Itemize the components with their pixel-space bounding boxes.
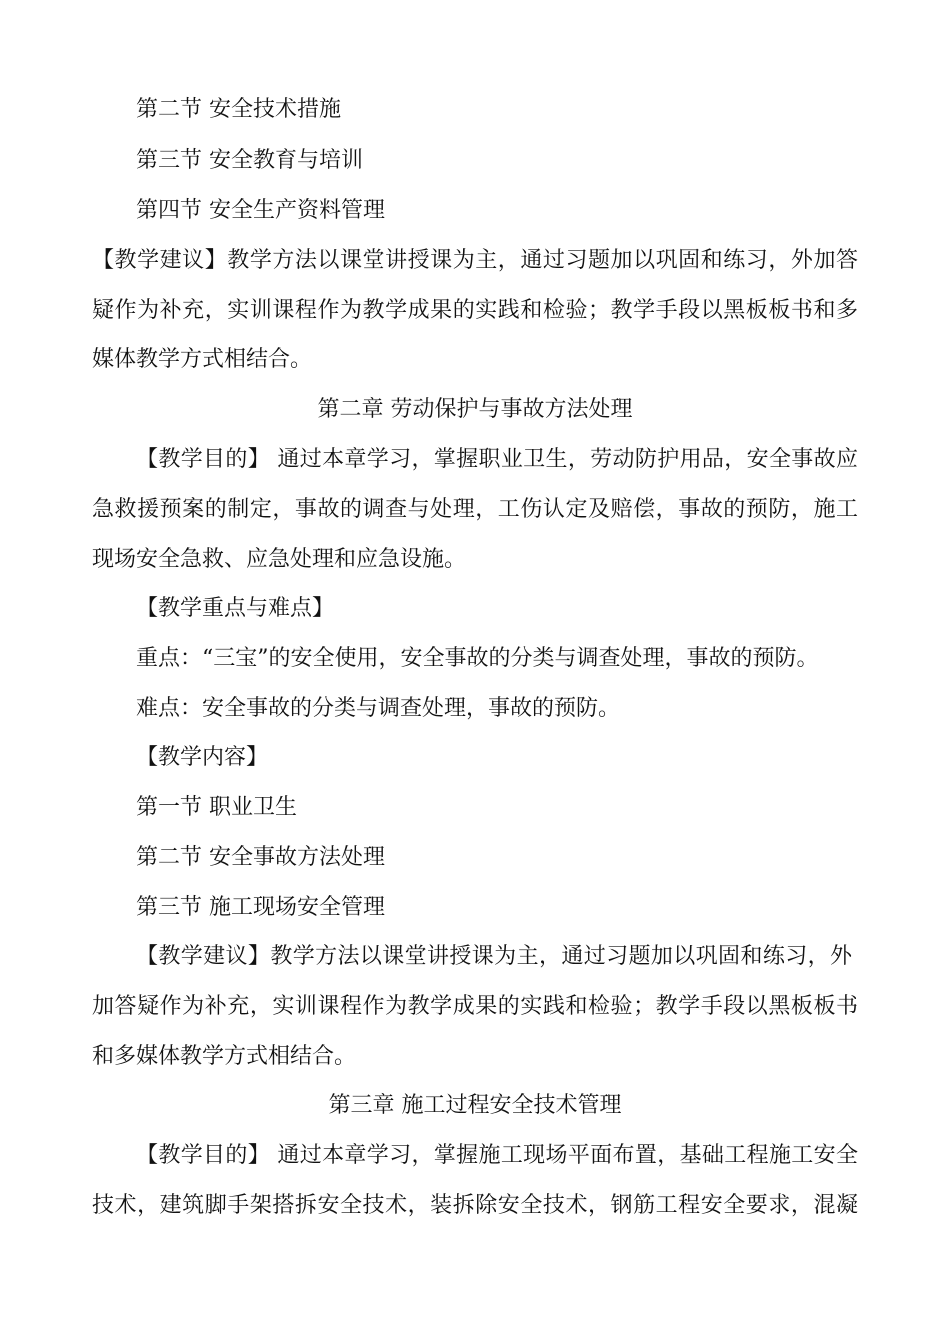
paragraph-line: 【教学建议】教学方法以课堂讲授课为主，通过习题加以巩固和练习，外加答 bbox=[92, 248, 858, 273]
paragraph-line: 技术，建筑脚手架搭拆安全技术，装拆除安全技术，钢筋工程安全要求，混凝 bbox=[92, 1193, 858, 1218]
chapter-title: 第三章 施工过程安全技术管理 bbox=[328, 1093, 622, 1118]
paragraph-line: 媒体教学方式相结合。 bbox=[92, 347, 313, 372]
chapter-title: 第二章 劳动保护与事故方法处理 bbox=[317, 397, 633, 422]
section-heading: 第四节 安全生产资料管理 bbox=[136, 198, 385, 223]
section-heading: 第二节 安全事故方法处理 bbox=[136, 845, 385, 870]
paragraph-line: 和多媒体教学方式相结合。 bbox=[92, 1044, 357, 1069]
paragraph-line: 现场安全急救、应急处理和应急设施。 bbox=[92, 547, 467, 572]
subheading: 【教学重点与难点】 bbox=[136, 596, 335, 621]
paragraph-line: 重点：“三宝”的安全使用，安全事故的分类与调查处理，事故的预防。 bbox=[136, 646, 819, 671]
paragraph-line: 【教学目的】 通过本章学习，掌握施工现场平面布置，基础工程施工安全 bbox=[136, 1143, 858, 1168]
section-heading: 第一节 职业卫生 bbox=[136, 795, 297, 820]
paragraph-line: 急救援预案的制定，事故的调查与处理，工伤认定及赔偿，事故的预防，施工 bbox=[92, 497, 858, 522]
subheading: 【教学内容】 bbox=[136, 745, 269, 770]
paragraph-line: 疑作为补充，实训课程作为教学成果的实践和检验；教学手段以黑板板书和多 bbox=[92, 298, 858, 323]
section-heading: 第二节 安全技术措施 bbox=[136, 97, 341, 122]
section-heading: 第三节 施工现场安全管理 bbox=[136, 895, 385, 920]
paragraph-line: 【教学建议】教学方法以课堂讲授课为主，通过习题加以巩固和练习，外 bbox=[136, 944, 852, 969]
section-heading: 第三节 安全教育与培训 bbox=[136, 148, 363, 173]
paragraph-line: 难点：安全事故的分类与调查处理，事故的预防。 bbox=[136, 696, 621, 721]
paragraph-line: 加答疑作为补充，实训课程作为教学成果的实践和检验；教学手段以黑板板书 bbox=[92, 994, 858, 1019]
paragraph-line: 【教学目的】 通过本章学习，掌握职业卫生，劳动防护用品，安全事故应 bbox=[136, 447, 858, 472]
